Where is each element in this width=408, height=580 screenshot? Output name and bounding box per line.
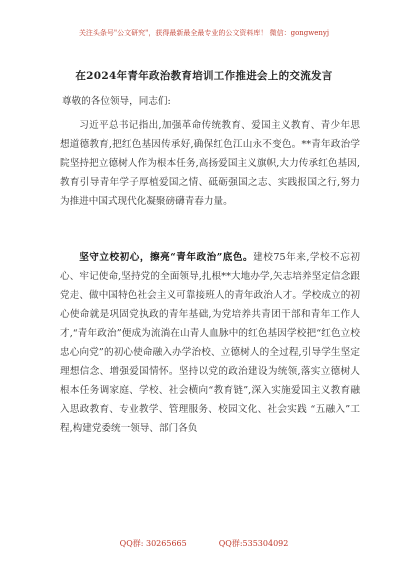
section-body: 建校75年来,学校不忘初心、牢记使命,坚持党的全面领导,扎根**大地办学,矢志培养坚定信念跟党走、做中国特色社会主义可靠接班人的青年政治人才。学校成立的初心使命就是巩固党执政的青年基础,为党培养共青团干部和青年工作人才,“青年政治”便成为流淌在山青人血脉中的红色基因学校把“红色立校 忠心向党”的初心使命融入办学治校、立德树人的全过程,引导学生坚定理想信念、增强爱国情怀。坚持以党的政治建设为统领,落实立德树人根本任务调家庭、学校、社会横向“教育链”,深入实施爱国主义教育融入思政教育、专业教学、管理服务、校园文化、社会实践 “五融入”工程,构建党委统一领导、部门各负 — [60, 252, 360, 434]
section-heading: 坚守立校初心，擦亮“青年政治”底色。 — [79, 252, 254, 263]
footer-contact — [0, 538, 408, 549]
paragraph-section-one — [60, 248, 360, 438]
page-title: 在2024年青年政治教育培训工作推进会上的交流发言 — [75, 70, 333, 82]
footer-qq-group-1: QQ群: 30265665 — [119, 539, 187, 548]
footer-qq-group-2: QQ群:535304092 — [218, 539, 289, 548]
header-banner: 关注头条号"公文研究"，获得最新最全最专业的公文资料库！ 微信：gongwenyj — [78, 29, 330, 37]
salutation: 尊敬的各位领导，同志们: — [62, 96, 171, 107]
paragraph-intro: 习近平总书记指出,加强革命传统教育、爱国主义教育、青少年思想道德教育,把红色基因传承好,确保红色江山永不变色。**青年政治学院坚持把立德树人作为根本任务,高扬爱国主义旗帜,大力传承红色基因,教育引导青年学子厚植爱国之情、砥砺强国之志、实践报国之行,努力为推进中国式现代化凝聚磅礴青春力量。 — [60, 120, 360, 207]
